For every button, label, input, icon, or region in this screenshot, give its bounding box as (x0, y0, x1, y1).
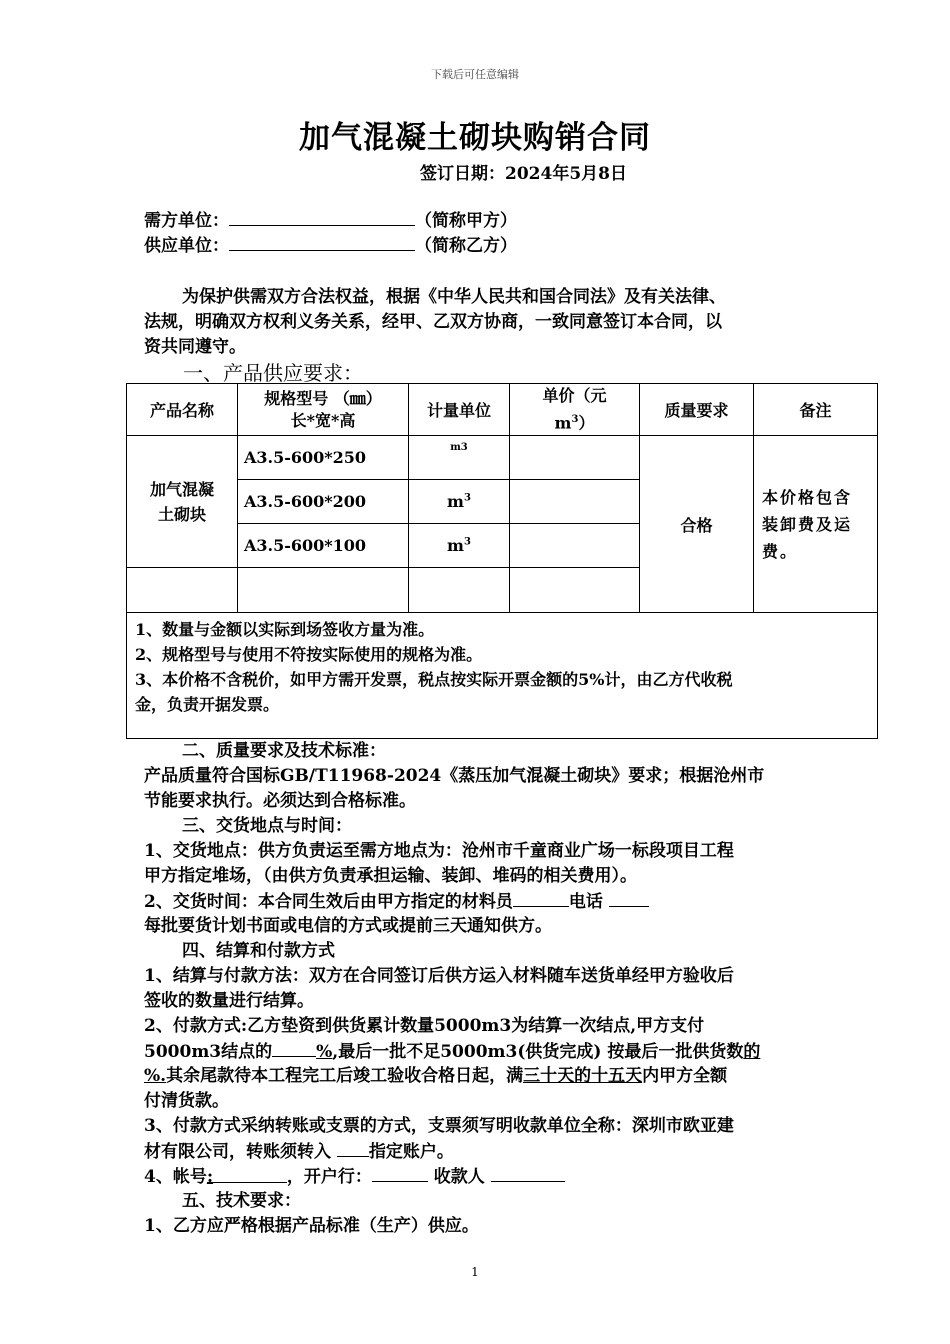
phone-blank[interactable] (609, 889, 649, 907)
spec-cell: A3.5-600*100 (238, 524, 409, 568)
product-name-cell (127, 436, 238, 568)
section5-line-1: 1、乙方应严格根据产品标准（生产）供应。 (144, 1216, 479, 1236)
percent-blank[interactable] (272, 1039, 316, 1057)
section4-p4: 4、帐号: ，开户行： 收款人 (144, 1164, 565, 1189)
bank-blank[interactable] (372, 1164, 428, 1182)
section4-p2-line-2: 5000m3结点的 %,最后一批不足5000m3(供货完成) 按最后一批供货数的 (144, 1039, 760, 1064)
delivery-time-text: 2、交货时间：本合同生效后由甲方指定的材料员 (144, 892, 513, 912)
intro-line-3: 资共同遵守。 (144, 337, 246, 357)
note-1: 1、数量与金额以实际到场签收方量为准。 (135, 620, 435, 640)
section3-line-4: 每批要货计划书面或电信的方式或提前三天通知供方。 (144, 916, 552, 936)
seller-suffix: （简称乙方） (415, 236, 517, 256)
seller-blank[interactable] (229, 233, 415, 251)
intro-line-2: 法规，明确双方权利义务关系，经甲、乙双方协商，一致同意签订本合同，以 (144, 312, 722, 332)
section4-p3-line-2: 材有限公司，转账须转入 指定账户。 (144, 1139, 454, 1164)
buyer-line (144, 208, 517, 233)
remark-cell (754, 436, 878, 613)
note-3: 3、本价格不含税价，如甲方需开发票，税点按实际开票金额的5%计，由乙方代收税 (135, 670, 733, 690)
material-clerk-blank[interactable] (513, 889, 569, 907)
page-number: 1 (471, 1265, 479, 1279)
header-spec-line1: 规格型号 （㎜） (264, 388, 382, 408)
seller-line (144, 233, 517, 258)
price-cell[interactable] (510, 524, 640, 568)
empty-cell[interactable] (409, 568, 510, 613)
section3-title: 三、交货地点与时间： (182, 816, 352, 836)
section4-p3-line-1: 3、付款方式采纳转账或支票的方式，支票须写明收款单位全称：深圳市欧亚建 (144, 1116, 734, 1136)
intro-line-1: 为保护供需双方合法权益，根据《中华人民共和国合同法》及有关法律、 (182, 287, 726, 307)
section3-line-1: 1、交货地点：供方负责运至需方地点为：沧州市千童商业广场一标段项目工程 (144, 841, 734, 861)
unit-cell: $m^3$ (409, 524, 510, 568)
account-blank[interactable] (337, 1139, 369, 1157)
unit-cell: m3 (409, 436, 510, 480)
account-number-blank[interactable]: : (207, 1165, 287, 1183)
section3-line-3 (144, 889, 649, 914)
table-row (127, 436, 878, 480)
note-3-cont: 金，负责开据发票。 (135, 695, 280, 715)
empty-cell[interactable] (238, 568, 409, 613)
header-remark: 备注 (754, 384, 878, 436)
buyer-suffix: （简称甲方） (415, 211, 517, 231)
product-name-line2: 土砌块 (157, 504, 206, 524)
remark-line3: 费。 (762, 541, 799, 561)
unit-cell: $m^3$ (409, 480, 510, 524)
phone-label: 电话 (568, 892, 603, 912)
empty-cell[interactable] (510, 568, 640, 613)
seller-label: 供应单位： (144, 236, 229, 256)
product-name-line1: 加气混凝 (149, 479, 214, 499)
contract-title: 加气混凝土砌块购销合同 (299, 120, 651, 156)
section1-title: 一、产品供应要求： (183, 361, 363, 385)
header-spec-line2: 长*宽*高 (290, 410, 356, 430)
header-product-name: 产品名称 (127, 384, 238, 436)
section4-p2-line-4: 付清货款。 (144, 1091, 229, 1111)
price-cell[interactable] (510, 436, 640, 480)
spec-cell: A3.5-600*250 (238, 436, 409, 480)
section4-title: 四、结算和付款方式 (182, 941, 335, 961)
header-spec (238, 384, 409, 436)
section3-line-2: 甲方指定堆场，（由供方负责承担运输、装卸、堆码的相关费用）。 (144, 866, 637, 886)
section2-line-1: 产品质量符合国标GB/T11968-2024《蒸压加气混凝土砌块》要求；根据沧州市 (144, 766, 765, 786)
note-2: 2、规格型号与使用不符按实际使用的规格为准。 (135, 645, 483, 665)
sign-date: 签订日期：2024年5月8日 (420, 164, 627, 184)
section2-title: 二、质量要求及技术标准： (182, 741, 386, 761)
remark-line2: 装卸费及运 (762, 514, 853, 534)
header-price-line2: $m^3$） (554, 413, 595, 433)
buyer-label: 需方单位： (144, 211, 229, 231)
remark-line1: 本价格包含 (762, 487, 853, 507)
section5-title: 五、技术要求： (182, 1191, 301, 1211)
header-quality: 质量要求 (640, 384, 754, 436)
empty-cell[interactable] (127, 568, 238, 613)
spec-cell: A3.5-600*200 (238, 480, 409, 524)
section2-line-2: 节能要求执行。必须达到合格标准。 (144, 791, 416, 811)
price-cell[interactable] (510, 480, 640, 524)
section4-p2-line-3: %.其余尾款待本工程完工后竣工验收合格日起，满三十天的十五天内甲方全额 (144, 1066, 728, 1086)
payee-blank[interactable] (491, 1164, 565, 1182)
product-table (126, 383, 878, 739)
buyer-blank[interactable] (229, 208, 415, 226)
header-unit: 计量单位 (409, 384, 510, 436)
header-note: 下载后可任意编辑 (431, 68, 519, 81)
header-price (510, 384, 640, 436)
section4-p1-line-2: 签收的数量进行结算。 (144, 991, 314, 1011)
table-notes-row (127, 613, 878, 739)
section4-p1-line-1: 1、结算与付款方法：双方在合同签订后供方运入材料随车送货单经甲方验收后 (144, 966, 734, 986)
table-notes (127, 613, 878, 739)
section4-p2-line-1: 2、付款方式:乙方垫资到供货累计数量5000m3为结算一次结点,甲方支付 (144, 1016, 705, 1036)
table-header-row (127, 384, 878, 436)
quality-cell: 合格 (640, 436, 754, 613)
header-price-line1: 单价（元 (542, 386, 607, 405)
